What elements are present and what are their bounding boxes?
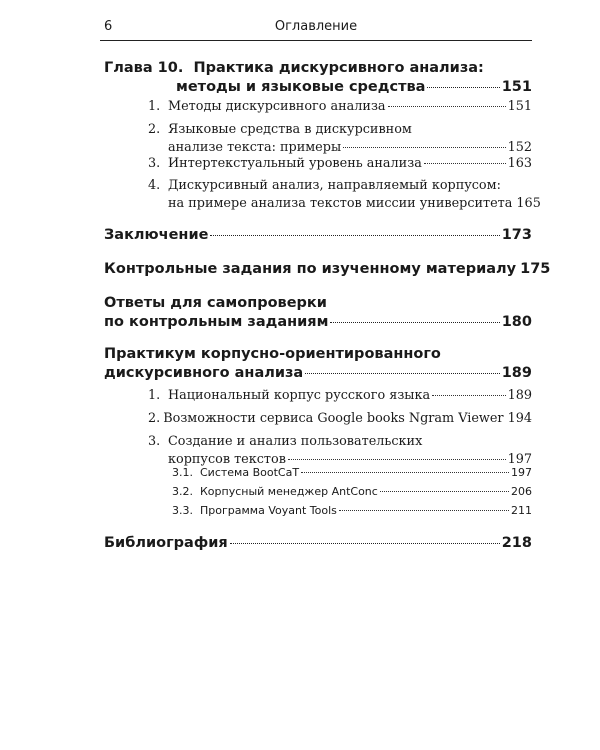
subsection-number: 3.3.: [172, 504, 193, 517]
entry-title: Библиография: [104, 535, 228, 551]
entry-title-line1: Ответы для самопроверки: [104, 295, 327, 311]
dot-leader: [380, 491, 509, 492]
subsection-title: Программа Voyant Tools: [200, 504, 337, 517]
page-ref: 180: [501, 314, 532, 330]
page-ref: 211: [511, 504, 532, 517]
entry-title-line2: дискурсивного анализа: [104, 365, 304, 381]
dot-leader: [288, 459, 506, 460]
entry-title-line2: по контрольным заданиям: [104, 314, 329, 330]
section-title: Интертекстуальный уровень анализа: [168, 156, 422, 171]
dot-leader: [305, 373, 500, 374]
section-title: Дискурсивный анализ, направляемый корпусом:: [168, 178, 501, 193]
toc-entry-subsection[interactable]: [172, 485, 532, 498]
toc-entry-practicum[interactable]: [104, 346, 532, 381]
dot-leader: [330, 322, 499, 323]
toc-entry-control-tasks[interactable]: [104, 261, 551, 277]
toc-entry-section[interactable]: [148, 178, 541, 211]
toc-line: [104, 60, 532, 76]
section-title-cont: корпусов текстов: [168, 452, 286, 467]
toc-line: [104, 79, 532, 95]
section-number: 4.: [148, 178, 161, 193]
entry-title: Заключение: [104, 227, 209, 243]
toc-entry-bibliography[interactable]: [104, 535, 532, 551]
subsection-number: 3.2.: [172, 485, 193, 498]
entry-title: Контрольные задания по изученному материалу: [104, 261, 517, 277]
section-number: 2.: [148, 122, 161, 137]
chapter-title-line2: методы и языковые средства: [176, 79, 426, 95]
page-header: [100, 18, 532, 41]
page-ref: 197: [507, 452, 532, 467]
dot-leader: [339, 510, 509, 511]
dot-leader: [427, 87, 499, 88]
subsection-title: Система BootCaT: [200, 466, 300, 479]
page-ref: 151: [501, 79, 532, 95]
toc-entry-answers[interactable]: [104, 295, 532, 330]
page-ref: 189: [501, 365, 532, 381]
page-ref: 151: [507, 99, 532, 114]
dot-leader: [388, 106, 506, 107]
dot-leader: [301, 472, 509, 473]
toc-entry-section[interactable]: [148, 99, 532, 114]
section-title: Языковые средства в дискурсивном: [168, 122, 412, 137]
section-title: Создание и анализ пользовательских: [168, 434, 423, 449]
section-title: Методы дискурсивного анализа: [168, 99, 386, 114]
chapter-label: Глава 10.: [104, 60, 184, 76]
toc-entry-chapter-10[interactable]: [104, 60, 532, 95]
section-title-cont: на примере анализа текстов миссии университета: [168, 196, 513, 211]
dot-leader: [424, 163, 506, 164]
toc-entry-conclusion[interactable]: [104, 227, 532, 243]
entry-title-line1: Практикум корпусно-ориентированного: [104, 346, 441, 362]
dot-leader: [230, 543, 500, 544]
section-number: 3.: [148, 156, 161, 171]
page-ref: 165: [516, 196, 541, 211]
page-ref: 173: [501, 227, 532, 243]
page-ref: 175: [520, 261, 551, 277]
running-title: Оглавление: [274, 19, 358, 34]
toc-entry-subsection[interactable]: [172, 504, 532, 517]
section-title-cont: анализе текста: примеры: [168, 140, 342, 155]
dot-leader: [432, 395, 505, 396]
page-ref: 206: [511, 485, 532, 498]
toc-entry-subsection[interactable]: [172, 466, 532, 479]
page-ref: 163: [507, 156, 532, 171]
dot-leader: [210, 235, 499, 236]
toc-entry-section[interactable]: [148, 122, 532, 155]
section-number: 3.: [148, 434, 161, 449]
section-title: Национальный корпус русского языка: [168, 388, 431, 403]
section-number: 1.: [148, 388, 161, 403]
page-number: 6: [104, 19, 113, 34]
page-ref: 194: [507, 411, 532, 426]
page-ref: 218: [501, 535, 532, 551]
dot-leader: [343, 147, 505, 148]
subsection-number: 3.1.: [172, 466, 193, 479]
subsection-title: Корпусный менеджер AntConc: [200, 485, 378, 498]
section-title: Возможности сервиса Google books Ngram Viewer: [163, 411, 504, 426]
toc-entry-section[interactable]: [148, 411, 532, 426]
chapter-title-line1: Практика дискурсивного анализа:: [193, 60, 484, 76]
toc-entry-section[interactable]: [148, 434, 532, 467]
toc-entry-section[interactable]: [148, 388, 532, 403]
section-number: 1.: [148, 99, 161, 114]
page-ref: 197: [511, 466, 532, 479]
section-number: 2.: [148, 411, 161, 426]
page-ref: 189: [507, 388, 532, 403]
toc-entry-section[interactable]: [148, 156, 532, 171]
page-ref: 152: [507, 140, 532, 155]
